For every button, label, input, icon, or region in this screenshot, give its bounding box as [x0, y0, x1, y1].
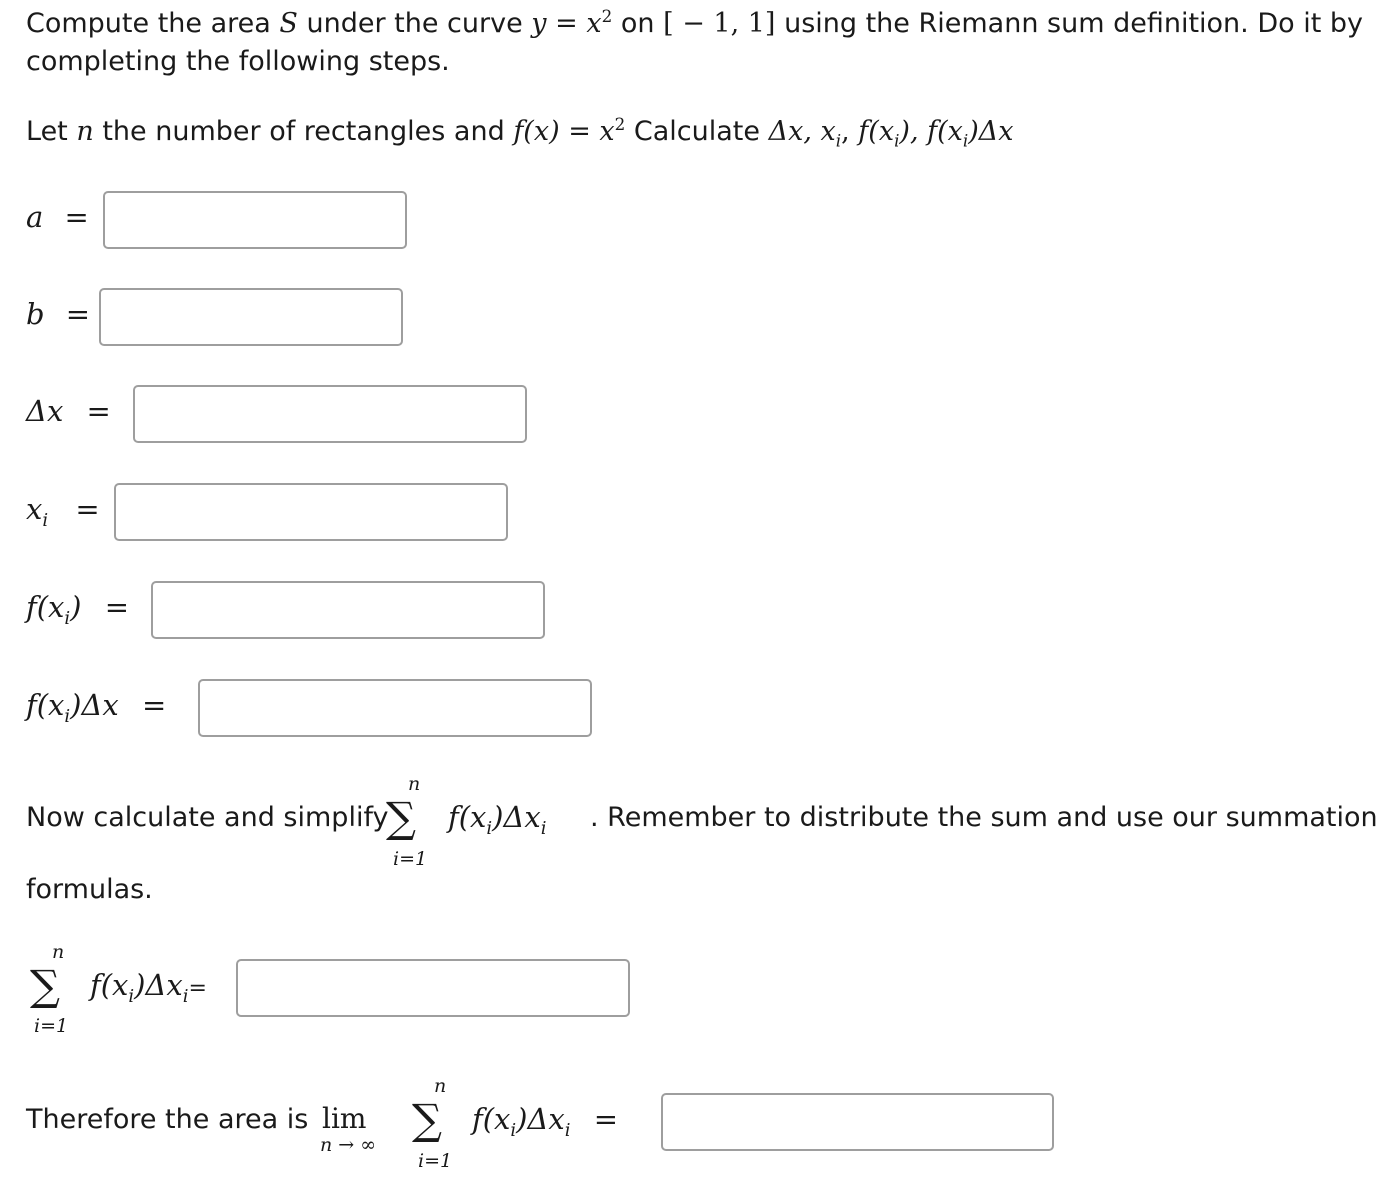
math-f-xi: $f(x_i)$,: [858, 116, 919, 151]
math-equals: =: [555, 8, 578, 39]
sigma-symbol: ∑: [386, 793, 416, 842]
math-S: S: [279, 8, 298, 39]
now-text-1: Now calculate and simplify: [26, 802, 389, 833]
sum-lower-index: i=1: [418, 1150, 453, 1172]
let-text: the number of rectangles and: [102, 116, 505, 147]
math-x-squared: $x^2$: [586, 6, 613, 39]
math-x-squared: $x^2$: [599, 114, 626, 147]
math-n: n: [76, 116, 94, 147]
answer-a-input[interactable]: [103, 191, 407, 249]
math-fx: f(x): [513, 116, 560, 147]
let-line: [26, 114, 1014, 151]
intro-line-1: [26, 8, 1363, 39]
intro-text: using the Riemann sum definition. Do it by: [784, 8, 1364, 39]
answer-xi-input[interactable]: [114, 483, 508, 541]
math-y: y: [531, 8, 547, 39]
let-text: Calculate: [633, 116, 761, 147]
answer-area-input[interactable]: [661, 1093, 1054, 1151]
now-text-2: . Remember to distribute the sum and use our summation: [590, 802, 1378, 833]
intro-text: under the curve: [306, 8, 523, 39]
sum-lower-index: i=1: [34, 1015, 69, 1037]
math-interval: [ − 1, 1]: [663, 8, 776, 39]
sum-upper-n: n: [408, 773, 421, 795]
label-delta-x: Δx =: [26, 394, 111, 428]
math-f-xi-delta-x: $f(x_i)\Delta x$: [927, 116, 1014, 151]
label-xi: $x_i$ =: [26, 492, 100, 531]
answer-f-xi-input[interactable]: [151, 581, 545, 639]
sigma-symbol: ∑: [412, 1095, 442, 1144]
intro-line-2: completing the following steps.: [26, 46, 450, 77]
sum-upper-n: n: [52, 941, 65, 963]
math-xi: $x_i$,: [820, 116, 850, 151]
intro-text: on: [620, 8, 655, 39]
label-b: b =: [26, 297, 91, 331]
area-text: Therefore the area is: [26, 1104, 309, 1135]
label-a: a =: [26, 200, 89, 234]
sum-term: $f(x_i)\Delta x_i$ =: [472, 1102, 619, 1141]
sum-term: $f(x_i)\Delta x_i$: [448, 800, 547, 839]
limit-lim: lim: [322, 1102, 367, 1135]
answer-delta-x-input[interactable]: [133, 385, 527, 443]
answer-b-input[interactable]: [99, 288, 403, 346]
answer-sum-input[interactable]: [236, 959, 630, 1017]
sigma-symbol: ∑: [30, 961, 60, 1010]
limit-subscript: n → ∞: [320, 1134, 377, 1156]
intro-text: Compute the area: [26, 8, 271, 39]
now-text-3: formulas.: [26, 874, 153, 905]
label-f-xi: $f(x_i)$ =: [26, 590, 130, 629]
sum-upper-n: n: [434, 1075, 447, 1097]
label-f-xi-delta-x: $f(x_i)\Delta x$ =: [26, 688, 167, 727]
sum-lower-index: i=1: [393, 848, 428, 870]
math-delta-x: Δx,: [768, 116, 812, 147]
answer-f-xi-delta-x-input[interactable]: [198, 679, 592, 737]
sum-term: $f(x_i)\Delta x_i=$: [90, 968, 207, 1007]
let-text: Let: [26, 116, 68, 147]
math-equals: =: [568, 116, 591, 147]
